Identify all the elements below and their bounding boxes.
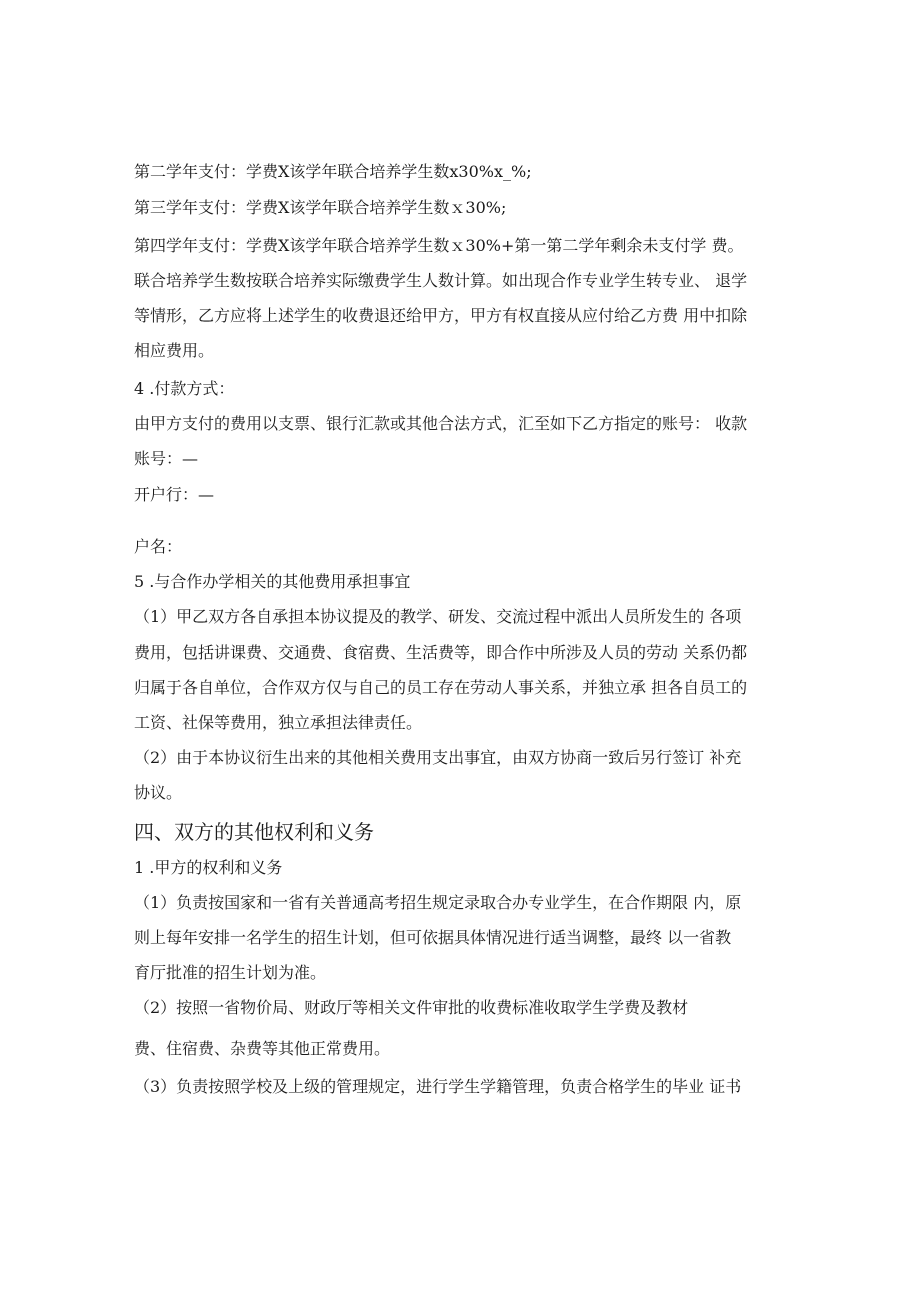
account-number-line: 账号：—: [134, 449, 199, 468]
paragraph-line: 工资、社保等费用，独立承担法律责任。: [134, 713, 423, 732]
paragraph-line: 联合培养学生数按联合培养实际缴费学生人数计算。如出现合作专业学生转专业、 退学: [134, 271, 748, 290]
paragraph-line: 协议。: [134, 783, 183, 802]
paragraph-line: 由甲方支付的费用以支票、银行汇款或其他合法方式，汇至如下乙方指定的账号： 收款: [134, 414, 748, 433]
payment-year-2: 第二学年支付：学费X该学年联合培养学生数x30%x_%;: [134, 162, 532, 181]
paragraph-line: 育厅批准的招生计划为准。: [134, 963, 327, 982]
paragraph-line: （2）由于本协议衍生出来的其他相关费用支出事宜，由双方协商一致后另行签订 补充: [134, 748, 742, 767]
paragraph-line: 等情形，乙方应将上述学生的收费退还给甲方，甲方有权直接从应付给乙方费 用中扣除: [134, 306, 748, 325]
paragraph-line: （3）负责按照学校及上级的管理规定，进行学生学籍管理，负责合格学生的毕业 证书: [134, 1077, 742, 1096]
payment-year-3: 第三学年支付：学费X该学年联合培养学生数ｘ30%;: [134, 198, 507, 217]
section-heading-party-a: 1 .甲方的权利和义务: [134, 858, 283, 877]
paragraph-line: 相应费用。: [134, 341, 215, 360]
chapter-heading: 四、双方的其他权利和义务: [134, 820, 374, 844]
section-heading-other-fees: 5 .与合作办学相关的其他费用承担事宜: [134, 572, 411, 591]
account-name-line: 户名：: [134, 537, 183, 556]
paragraph-line: （2）按照一省物价局、财政厅等相关文件审批的收费标准收取学生学费及教材: [134, 998, 689, 1017]
paragraph-line: 费、住宿费、杂费等其他正常费用。: [134, 1039, 391, 1058]
paragraph-line: 则上每年安排一名学生的招生计划，但可依据具体情况进行适当调整，最终 以一省教: [134, 928, 732, 947]
paragraph-line: （1）负责按国家和一省有关普通高考招生规定录取合办专业学生，在合作期限 内，原: [134, 893, 742, 912]
paragraph-line: 归属于各自单位，合作双方仅与自己的员工存在劳动人事关系，并独立承 担各自员工的: [134, 678, 748, 697]
paragraph-line: （1）甲乙双方各自承担本协议提及的教学、研发、交流过程中派出人员所发生的 各项: [134, 607, 742, 626]
paragraph-line: 费用，包括讲课费、交通费、食宿费、生活费等，即合作中所涉及人员的劳动 关系仍都: [134, 643, 748, 662]
bank-line: 开户行：—: [134, 485, 215, 504]
payment-year-4: 第四学年支付：学费X该学年联合培养学生数ｘ30%+第一第二学年剩余未支付学 费。: [134, 236, 744, 255]
section-heading-payment-method: 4 .付款方式：: [134, 379, 235, 398]
